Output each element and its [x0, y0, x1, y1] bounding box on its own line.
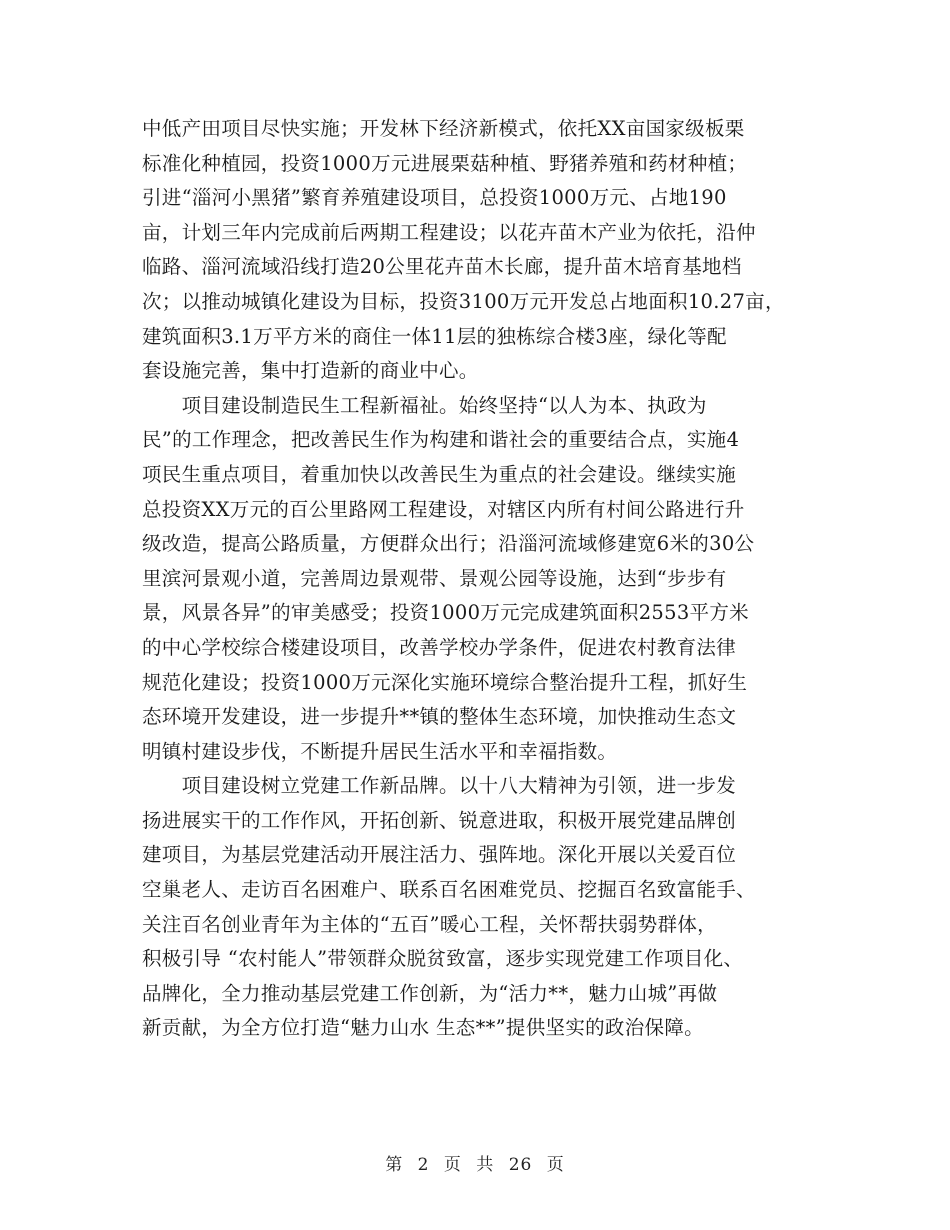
text-line: 的中心学校综合楼建设项目，改善学校办学条件，促进农村教育法律 [142, 635, 737, 659]
text-line: 建项目，为基层党建活动开展注活力、强阵地。深化开展以关爱百位 [142, 843, 737, 867]
total-suffix: 页 [546, 1155, 565, 1175]
paragraph-heading-line: 项目建设树立党建工作新品牌。以十八大精神为引领，进一步发 [142, 774, 737, 798]
text-line: 扬进展实干的工作作风，开拓创新、锐意进取，积极开展党建品牌创 [142, 808, 737, 832]
text-line: 里滨河景观小道，完善周边景观带、景观公园等设施，达到“步步有 [142, 566, 727, 590]
text-line: 积极引导 “农村能人”带领群众脱贫致富，逐步实现党建工作项目化、 [142, 947, 744, 971]
total-pages: 26 [508, 1155, 533, 1175]
text-line: 总投资XX万元的百公里路网工程建设，对辖区内所有村间公路进行升 [142, 497, 745, 521]
text-line: 品牌化，全力推动基层党建工作创新，为“活力**，魅力山城”再做 [142, 981, 718, 1005]
text-line: 亩，计划三年内完成前后两期工程建设；以花卉苗木产业为依托，沿仲 [142, 220, 756, 244]
text-line: 级改造，提高公路质量，方便群众出行；沿淄河流域修建宽6米的30公 [142, 532, 755, 556]
paragraph-heading-line: 项目建设制造民生工程新福祉。始终坚持“以人为本、执政为 [142, 393, 707, 417]
text-line: 民”的工作理念，把改善民生作为构建和谐社会的重要结合点，实施4 [142, 428, 740, 452]
text-line: 关注百名创业青年为主体的“五百”暖心工程，关怀帮扶弱势群体， [142, 912, 717, 936]
page-footer [0, 1150, 950, 1175]
page-label-mid: 页 [443, 1155, 462, 1175]
text-line: 套设施完善，集中打造新的商业中心。 [142, 359, 479, 383]
page-label-prefix: 第 [385, 1155, 404, 1175]
total-prefix: 共 [476, 1155, 495, 1175]
text-line: 标准化种植园，投资1000万元进展栗菇种植、野猪养殖和药材种植； [142, 151, 748, 175]
text-line: 态环境开发建设，进一步提升**镇的整体生态环境，加快推动生态文 [142, 705, 737, 729]
document-body [142, 112, 832, 1046]
text-line: 中低产田项目尽快实施；开发林下经济新模式，依托XX亩国家级板栗 [142, 117, 745, 140]
text-line: 规范化建设；投资1000万元深化实施环境综合整治提升工程，抓好生 [142, 670, 748, 694]
text-line: 临路、淄河流域沿线打造20公里花卉苗木长廊，提升苗木培育基地档 [142, 255, 742, 279]
text-line: 建筑面积3.1万平方米的商住一体11层的独栋综合楼3座，绿化等配 [142, 324, 727, 348]
text-line: 空巢老人、走访百名困难户、联系百名困难党员、挖掘百名致富能手、 [142, 878, 756, 902]
text-line: 景，风景各异”的审美感受；投资1000万元完成建筑面积2553平方米 [142, 601, 749, 625]
text-line: 新贡献，为全方位打造“魅力山水 生态**”提供坚实的政治保障。 [142, 1016, 704, 1040]
text-line: 明镇村建设步伐，不断提升居民生活水平和幸福指数。 [142, 739, 618, 763]
text-line: 项民生重点项目，着重加快以改善民生为重点的社会建设。继续实施 [142, 462, 737, 486]
text-line: 引进“淄河小黑猪”繁育养殖建设项目，总投资1000万元、占地190 [142, 186, 727, 210]
text-line: 次；以推动城镇化建设为目标，投资3100万元开发总占地面积10.27亩， [142, 289, 785, 313]
page-number: 2 [417, 1155, 430, 1175]
